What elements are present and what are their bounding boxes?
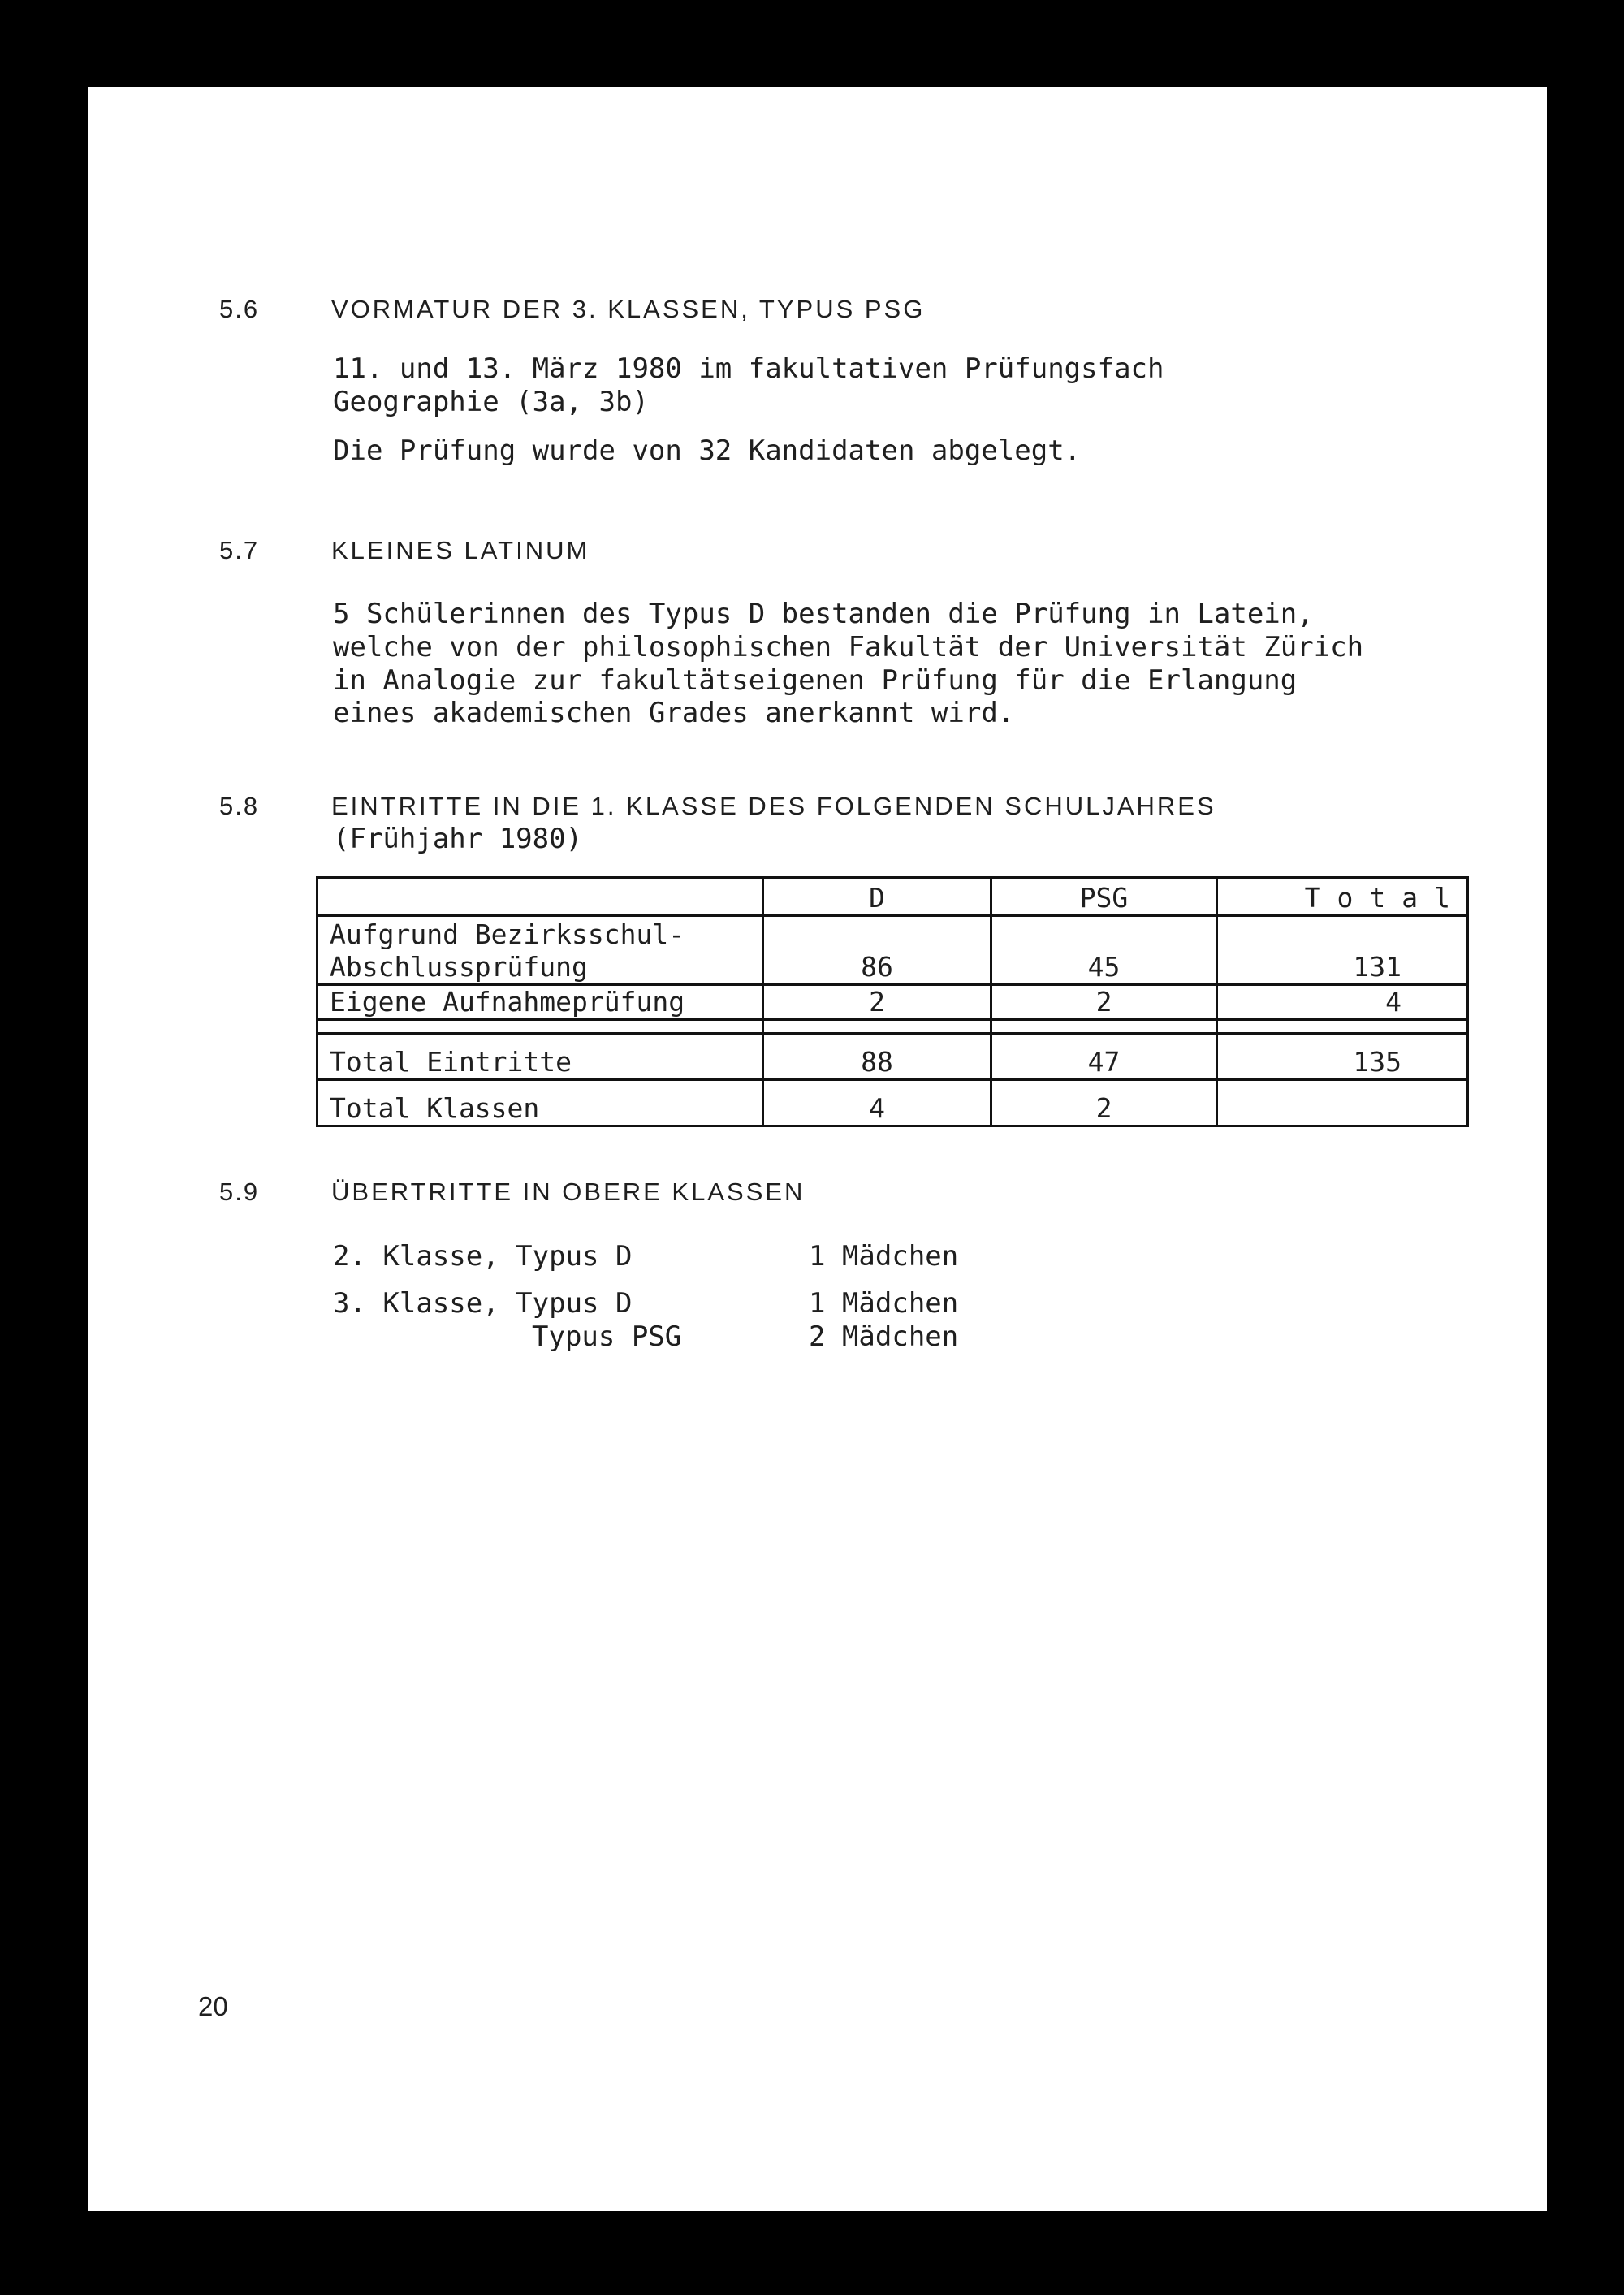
cell-total: 4 — [1217, 985, 1468, 1020]
row-label-line-2: Abschlussprüfung — [330, 951, 588, 983]
section-5-6-line-2: Geographie (3a, 3b) — [333, 386, 649, 418]
cell-psg: 2 — [991, 1080, 1217, 1126]
row-label: Total Klassen — [317, 1080, 763, 1126]
cell-d: 88 — [763, 1034, 991, 1080]
document-page — [88, 87, 1547, 2211]
cell-psg: 2 — [991, 985, 1217, 1020]
table-row — [317, 916, 1468, 985]
section-5-7-line-4: eines akademischen Grades anerkannt wird. — [333, 697, 1015, 729]
table-row — [317, 985, 1468, 1020]
section-number-5-6: 5.6 — [219, 295, 260, 323]
transfer-class: 2. Klasse, Typus D — [333, 1240, 633, 1273]
section-5-8-subheading: (Frühjahr 1980) — [333, 823, 583, 855]
page-number: 20 — [198, 1991, 228, 2021]
cell-total: 131 — [1217, 916, 1468, 985]
row-label: Total Eintritte — [317, 1034, 763, 1080]
table-header-d: D — [763, 878, 991, 916]
section-heading-5-6: VORMATUR DER 3. KLASSEN, TYPUS PSG — [331, 295, 926, 323]
table-header-empty — [317, 878, 763, 916]
table-header-psg: PSG — [991, 878, 1217, 916]
section-number-5-8: 5.8 — [219, 792, 260, 820]
section-5-7-line-1: 5 Schülerinnen des Typus D bestanden die Prüfung in Latein, — [333, 598, 1314, 630]
cell-psg: 45 — [991, 916, 1217, 985]
transfer-count: 1 Mädchen — [809, 1287, 959, 1320]
transfer-class: Typus PSG — [532, 1320, 682, 1353]
transfer-class: 3. Klasse, Typus D — [333, 1287, 633, 1320]
row-label: Eigene Aufnahmeprüfung — [317, 985, 763, 1020]
section-5-6-line-1: 11. und 13. März 1980 im fakultativen Prüfungsfach — [333, 352, 1164, 385]
cell-psg: 47 — [991, 1034, 1217, 1080]
cell-d: 86 — [763, 916, 991, 985]
section-number-5-9: 5.9 — [219, 1178, 260, 1206]
cell-total: 135 — [1217, 1034, 1468, 1080]
table-row — [317, 1034, 1468, 1080]
transfer-count: 1 Mädchen — [809, 1240, 959, 1273]
section-number-5-7: 5.7 — [219, 536, 260, 564]
cell-total — [1217, 1080, 1468, 1126]
table-header-total: Total — [1217, 878, 1468, 916]
section-5-7-line-2: welche von der philosophischen Fakultät der Universität Zürich — [333, 631, 1364, 663]
section-5-6-line-3: Die Prüfung wurde von 32 Kandidaten abgelegt. — [333, 434, 1082, 467]
section-heading-5-9: ÜBERTRITTE IN OBERE KLASSEN — [331, 1178, 806, 1206]
section-5-7-line-3: in Analogie zur fakultätseigenen Prüfung für die Erlangung — [333, 664, 1298, 697]
table-header-row — [317, 878, 1468, 916]
section-heading-5-8: EINTRITTE IN DIE 1. KLASSE DES FOLGENDEN SCHULJAHRES — [331, 792, 1216, 820]
table-spacer — [317, 1020, 1468, 1034]
cell-d: 2 — [763, 985, 991, 1020]
section-heading-5-7: KLEINES LATINUM — [331, 536, 590, 564]
row-label — [317, 916, 763, 985]
table-row — [317, 1080, 1468, 1126]
entries-table — [316, 876, 1469, 1127]
transfer-count: 2 Mädchen — [809, 1320, 959, 1353]
cell-d: 4 — [763, 1080, 991, 1126]
row-label-line-1: Aufgrund Bezirksschul- — [330, 918, 685, 950]
